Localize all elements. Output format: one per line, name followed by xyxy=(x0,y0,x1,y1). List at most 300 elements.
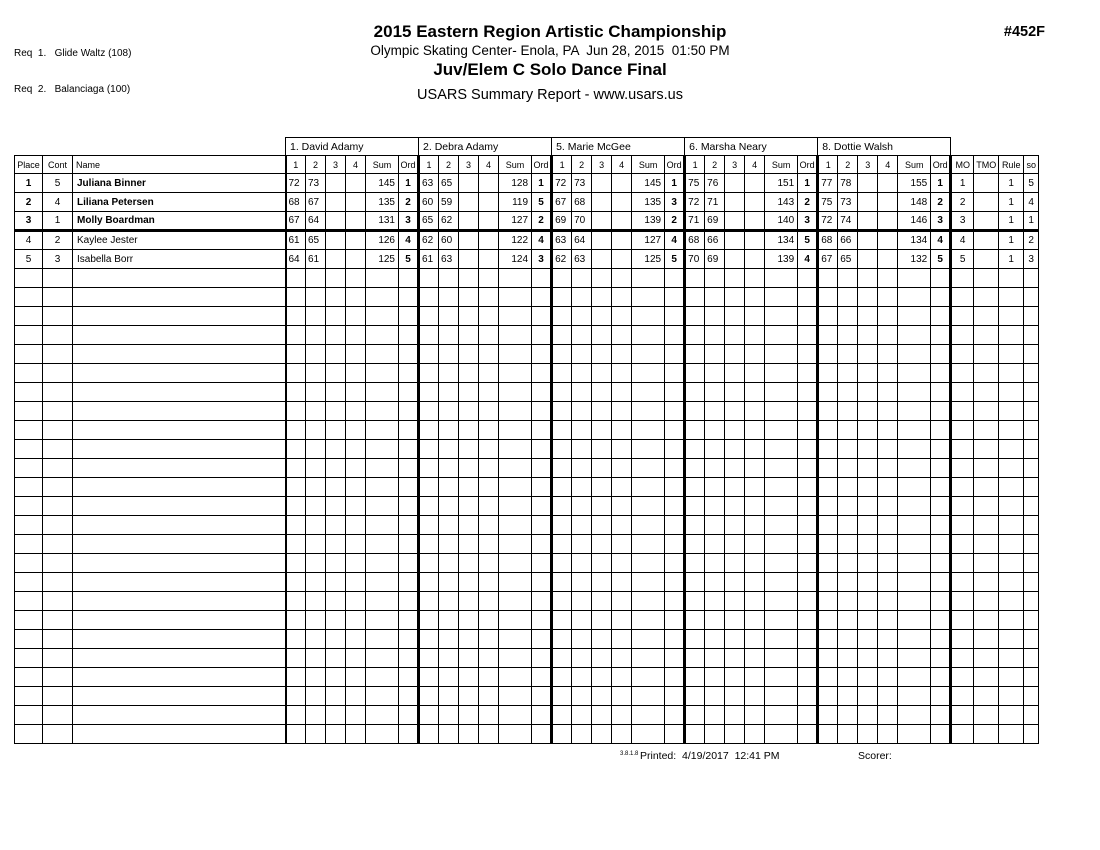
empty-cell xyxy=(765,421,798,440)
empty-cell xyxy=(346,478,366,497)
empty-cell xyxy=(838,630,858,649)
empty-cell xyxy=(459,668,479,687)
empty-cell xyxy=(326,288,346,307)
empty-cell xyxy=(592,497,612,516)
empty-cell xyxy=(685,592,705,611)
sum-cell: 146 xyxy=(898,212,931,231)
empty-cell xyxy=(479,497,499,516)
empty-cell xyxy=(552,402,572,421)
ord-cell: 3 xyxy=(665,193,685,212)
empty-cell xyxy=(286,440,306,459)
score-cell xyxy=(326,231,346,250)
empty-cell xyxy=(931,592,951,611)
empty-cell xyxy=(999,668,1024,687)
empty-cell xyxy=(725,421,745,440)
empty-cell xyxy=(951,554,974,573)
empty-cell xyxy=(499,269,532,288)
empty-cell xyxy=(532,364,552,383)
score-cell xyxy=(459,174,479,193)
empty-cell xyxy=(745,611,765,630)
score-cell xyxy=(346,212,366,231)
empty-cell xyxy=(765,611,798,630)
empty-cell xyxy=(346,725,366,744)
empty-cell xyxy=(419,459,439,478)
empty-cell xyxy=(346,516,366,535)
empty-cell xyxy=(951,725,974,744)
empty-cell xyxy=(838,649,858,668)
empty-cell xyxy=(1024,668,1039,687)
empty-cell xyxy=(685,364,705,383)
empty-cell xyxy=(705,307,725,326)
empty-cell xyxy=(838,478,858,497)
empty-cell xyxy=(665,554,685,573)
empty-cell xyxy=(459,497,479,516)
empty-cell xyxy=(326,421,346,440)
empty-cell xyxy=(572,421,592,440)
empty-cell xyxy=(725,269,745,288)
name-cell: Molly Boardman xyxy=(73,212,286,231)
empty-cell xyxy=(572,440,592,459)
empty-cell xyxy=(685,668,705,687)
ord-cell: 2 xyxy=(399,193,419,212)
empty-cell xyxy=(552,421,572,440)
empty-cell xyxy=(818,307,838,326)
empty-cell xyxy=(479,573,499,592)
empty-cell xyxy=(346,554,366,573)
empty-cell xyxy=(665,668,685,687)
header-spacer-right xyxy=(951,138,1039,156)
ord-cell: 1 xyxy=(399,174,419,193)
empty-cell xyxy=(572,687,592,706)
empty-cell xyxy=(705,478,725,497)
empty-cell xyxy=(612,649,632,668)
empty-cell xyxy=(974,383,999,402)
empty-cell xyxy=(974,611,999,630)
empty-cell xyxy=(931,440,951,459)
score-cell: 70 xyxy=(685,250,705,269)
empty-cell xyxy=(931,288,951,307)
empty-cell xyxy=(931,516,951,535)
empty-cell xyxy=(346,326,366,345)
empty-cell xyxy=(858,345,878,364)
score-cell: 66 xyxy=(705,231,725,250)
empty-cell xyxy=(479,364,499,383)
empty-cell xyxy=(43,725,73,744)
empty-cell xyxy=(951,668,974,687)
empty-cell xyxy=(951,326,974,345)
rule-cell: 1 xyxy=(999,231,1024,250)
sum-cell: 127 xyxy=(499,212,532,231)
sum-cell: 134 xyxy=(765,231,798,250)
empty-cell xyxy=(999,478,1024,497)
empty-cell xyxy=(612,687,632,706)
empty-cell xyxy=(685,421,705,440)
score-cell xyxy=(326,212,346,231)
empty-row xyxy=(15,345,1039,364)
empty-cell xyxy=(898,611,931,630)
empty-cell xyxy=(798,478,818,497)
empty-cell xyxy=(838,288,858,307)
ord-cell: 4 xyxy=(665,231,685,250)
empty-cell xyxy=(685,459,705,478)
empty-cell xyxy=(612,630,632,649)
empty-cell xyxy=(725,345,745,364)
empty-cell xyxy=(286,478,306,497)
empty-cell xyxy=(725,630,745,649)
score-cell xyxy=(878,174,898,193)
empty-cell xyxy=(632,459,665,478)
empty-cell xyxy=(346,630,366,649)
score-cell: 67 xyxy=(306,193,326,212)
empty-cell xyxy=(346,402,366,421)
empty-cell xyxy=(725,459,745,478)
empty-cell xyxy=(366,668,399,687)
empty-cell xyxy=(798,288,818,307)
empty-cell xyxy=(399,725,419,744)
empty-cell xyxy=(439,573,459,592)
empty-cell xyxy=(951,288,974,307)
empty-cell xyxy=(612,668,632,687)
empty-cell xyxy=(1024,440,1039,459)
empty-cell xyxy=(1024,269,1039,288)
empty-cell xyxy=(399,630,419,649)
empty-cell xyxy=(346,440,366,459)
empty-cell xyxy=(439,668,459,687)
score-cell xyxy=(479,174,499,193)
empty-cell xyxy=(552,687,572,706)
empty-cell xyxy=(999,269,1024,288)
empty-cell xyxy=(999,402,1024,421)
empty-cell xyxy=(399,573,419,592)
empty-cell xyxy=(439,288,459,307)
empty-cell xyxy=(665,592,685,611)
empty-cell xyxy=(725,725,745,744)
empty-cell xyxy=(43,440,73,459)
empty-cell xyxy=(286,516,306,535)
empty-cell xyxy=(459,592,479,611)
empty-cell xyxy=(15,725,43,744)
score-cell: 73 xyxy=(572,174,592,193)
empty-cell xyxy=(898,288,931,307)
empty-cell xyxy=(459,345,479,364)
empty-cell xyxy=(818,630,838,649)
empty-cell xyxy=(725,326,745,345)
empty-cell xyxy=(419,345,439,364)
empty-cell xyxy=(898,402,931,421)
column-header-place: Place xyxy=(15,156,43,174)
empty-cell xyxy=(459,725,479,744)
empty-cell xyxy=(632,649,665,668)
empty-cell xyxy=(306,326,326,345)
empty-cell xyxy=(419,706,439,725)
empty-cell xyxy=(745,687,765,706)
empty-cell xyxy=(43,345,73,364)
empty-cell xyxy=(592,269,612,288)
empty-cell xyxy=(439,307,459,326)
empty-cell xyxy=(346,611,366,630)
score-cell xyxy=(479,231,499,250)
sum-cell: 119 xyxy=(499,193,532,212)
empty-cell xyxy=(419,687,439,706)
empty-cell xyxy=(419,269,439,288)
empty-cell xyxy=(765,326,798,345)
empty-cell xyxy=(632,725,665,744)
empty-cell xyxy=(818,497,838,516)
empty-cell xyxy=(765,459,798,478)
empty-cell xyxy=(286,497,306,516)
table-row xyxy=(15,212,1039,231)
empty-cell xyxy=(552,725,572,744)
empty-cell xyxy=(685,649,705,668)
empty-cell xyxy=(73,345,286,364)
empty-cell xyxy=(878,630,898,649)
ord-cell: 3 xyxy=(399,212,419,231)
empty-cell xyxy=(858,307,878,326)
ord-cell: 3 xyxy=(798,212,818,231)
place-cell: 2 xyxy=(15,193,43,212)
empty-cell xyxy=(705,497,725,516)
empty-row xyxy=(15,611,1039,630)
score-cell: 75 xyxy=(685,174,705,193)
empty-cell xyxy=(399,383,419,402)
judge-name-header: 2. Debra Adamy xyxy=(419,138,552,156)
score-cell: 69 xyxy=(705,212,725,231)
score-cell: 61 xyxy=(286,231,306,250)
empty-cell xyxy=(366,326,399,345)
column-header-judge2-2: 2 xyxy=(439,156,459,174)
empty-cell xyxy=(532,326,552,345)
ord-cell: 5 xyxy=(399,250,419,269)
empty-cell xyxy=(838,554,858,573)
empty-cell xyxy=(999,535,1024,554)
empty-cell xyxy=(725,687,745,706)
empty-row xyxy=(15,497,1039,516)
empty-row xyxy=(15,288,1039,307)
empty-cell xyxy=(838,364,858,383)
empty-cell xyxy=(858,402,878,421)
empty-cell xyxy=(931,459,951,478)
empty-cell xyxy=(951,649,974,668)
empty-cell xyxy=(858,364,878,383)
empty-cell xyxy=(399,326,419,345)
empty-cell xyxy=(745,630,765,649)
score-cell xyxy=(459,193,479,212)
empty-cell xyxy=(931,345,951,364)
empty-cell xyxy=(665,307,685,326)
empty-cell xyxy=(419,725,439,744)
empty-cell xyxy=(419,497,439,516)
empty-cell xyxy=(898,478,931,497)
empty-cell xyxy=(951,687,974,706)
empty-cell xyxy=(798,269,818,288)
empty-cell xyxy=(552,383,572,402)
empty-cell xyxy=(326,326,346,345)
sum-cell: 135 xyxy=(366,193,399,212)
empty-cell xyxy=(552,592,572,611)
empty-cell xyxy=(1024,630,1039,649)
empty-cell xyxy=(931,706,951,725)
report-header xyxy=(0,22,1100,104)
empty-cell xyxy=(745,497,765,516)
empty-cell xyxy=(479,383,499,402)
empty-cell xyxy=(532,459,552,478)
empty-cell xyxy=(43,421,73,440)
empty-cell xyxy=(532,516,552,535)
empty-cell xyxy=(1024,421,1039,440)
empty-cell xyxy=(399,478,419,497)
empty-cell xyxy=(878,326,898,345)
sum-cell: 132 xyxy=(898,250,931,269)
empty-cell xyxy=(765,535,798,554)
empty-cell xyxy=(592,687,612,706)
empty-cell xyxy=(974,668,999,687)
empty-cell xyxy=(818,478,838,497)
empty-cell xyxy=(931,725,951,744)
empty-cell xyxy=(366,554,399,573)
empty-cell xyxy=(572,554,592,573)
name-cell: Liliana Petersen xyxy=(73,193,286,212)
empty-cell xyxy=(286,687,306,706)
empty-cell xyxy=(286,592,306,611)
empty-cell xyxy=(326,345,346,364)
sum-cell: 122 xyxy=(499,231,532,250)
empty-cell xyxy=(1024,592,1039,611)
empty-cell xyxy=(43,649,73,668)
empty-cell xyxy=(745,725,765,744)
empty-cell xyxy=(612,383,632,402)
empty-cell xyxy=(931,269,951,288)
score-cell: 68 xyxy=(286,193,306,212)
column-header-so: so xyxy=(1024,156,1039,174)
empty-cell xyxy=(725,516,745,535)
empty-cell xyxy=(685,288,705,307)
empty-cell xyxy=(552,497,572,516)
empty-cell xyxy=(15,288,43,307)
empty-cell xyxy=(765,402,798,421)
empty-cell xyxy=(479,345,499,364)
score-cell: 61 xyxy=(419,250,439,269)
empty-cell xyxy=(572,592,592,611)
empty-cell xyxy=(1024,326,1039,345)
empty-cell xyxy=(306,725,326,744)
ord-cell: 4 xyxy=(931,231,951,250)
empty-cell xyxy=(931,535,951,554)
ord-cell: 1 xyxy=(532,174,552,193)
empty-cell xyxy=(439,497,459,516)
empty-cell xyxy=(818,269,838,288)
empty-cell xyxy=(999,592,1024,611)
empty-cell xyxy=(898,649,931,668)
empty-row xyxy=(15,535,1039,554)
empty-cell xyxy=(572,478,592,497)
empty-cell xyxy=(479,592,499,611)
empty-cell xyxy=(572,611,592,630)
empty-cell xyxy=(632,421,665,440)
empty-cell xyxy=(459,649,479,668)
empty-cell xyxy=(326,497,346,516)
column-header-judge4-1: 1 xyxy=(685,156,705,174)
empty-cell xyxy=(685,554,705,573)
empty-cell xyxy=(665,421,685,440)
empty-cell xyxy=(798,307,818,326)
tmo-cell xyxy=(974,193,999,212)
empty-cell xyxy=(665,687,685,706)
empty-cell xyxy=(306,554,326,573)
empty-cell xyxy=(346,459,366,478)
empty-cell xyxy=(459,459,479,478)
score-cell xyxy=(725,193,745,212)
empty-cell xyxy=(306,706,326,725)
empty-cell xyxy=(974,345,999,364)
empty-cell xyxy=(15,535,43,554)
column-header-judge5-1: 1 xyxy=(818,156,838,174)
empty-cell xyxy=(974,421,999,440)
judge-name-header: 5. Marie McGee xyxy=(552,138,685,156)
empty-cell xyxy=(43,326,73,345)
empty-cell xyxy=(15,402,43,421)
score-cell xyxy=(878,231,898,250)
empty-cell xyxy=(552,307,572,326)
empty-cell xyxy=(15,687,43,706)
column-header-judge4-ord: Ord xyxy=(798,156,818,174)
empty-cell xyxy=(326,706,346,725)
score-cell xyxy=(346,231,366,250)
empty-cell xyxy=(439,364,459,383)
empty-row xyxy=(15,383,1039,402)
empty-cell xyxy=(612,611,632,630)
empty-cell xyxy=(286,611,306,630)
sum-cell: 155 xyxy=(898,174,931,193)
empty-cell xyxy=(665,573,685,592)
empty-cell xyxy=(838,345,858,364)
empty-cell xyxy=(818,402,838,421)
empty-cell xyxy=(459,326,479,345)
cont-cell: 3 xyxy=(43,250,73,269)
empty-cell xyxy=(765,307,798,326)
empty-cell xyxy=(399,421,419,440)
empty-cell xyxy=(15,630,43,649)
empty-cell xyxy=(632,573,665,592)
empty-cell xyxy=(632,288,665,307)
ord-cell: 4 xyxy=(798,250,818,269)
report-subtitle: USARS Summary Report - www.usars.us xyxy=(417,87,683,103)
score-cell xyxy=(858,250,878,269)
empty-cell xyxy=(459,402,479,421)
empty-cell xyxy=(552,326,572,345)
empty-cell xyxy=(73,611,286,630)
empty-cell xyxy=(532,592,552,611)
empty-cell xyxy=(73,383,286,402)
empty-cell xyxy=(499,383,532,402)
score-cell: 68 xyxy=(572,193,592,212)
empty-cell xyxy=(552,535,572,554)
empty-cell xyxy=(974,649,999,668)
empty-cell xyxy=(705,573,725,592)
empty-cell xyxy=(878,497,898,516)
empty-cell xyxy=(366,345,399,364)
column-header-judge3-sum: Sum xyxy=(632,156,665,174)
sum-cell: 134 xyxy=(898,231,931,250)
empty-cell xyxy=(612,535,632,554)
empty-cell xyxy=(15,383,43,402)
empty-cell xyxy=(532,478,552,497)
score-cell: 72 xyxy=(685,193,705,212)
sum-cell: 139 xyxy=(765,250,798,269)
empty-cell xyxy=(399,516,419,535)
empty-cell xyxy=(951,706,974,725)
empty-cell xyxy=(592,459,612,478)
empty-cell xyxy=(326,478,346,497)
